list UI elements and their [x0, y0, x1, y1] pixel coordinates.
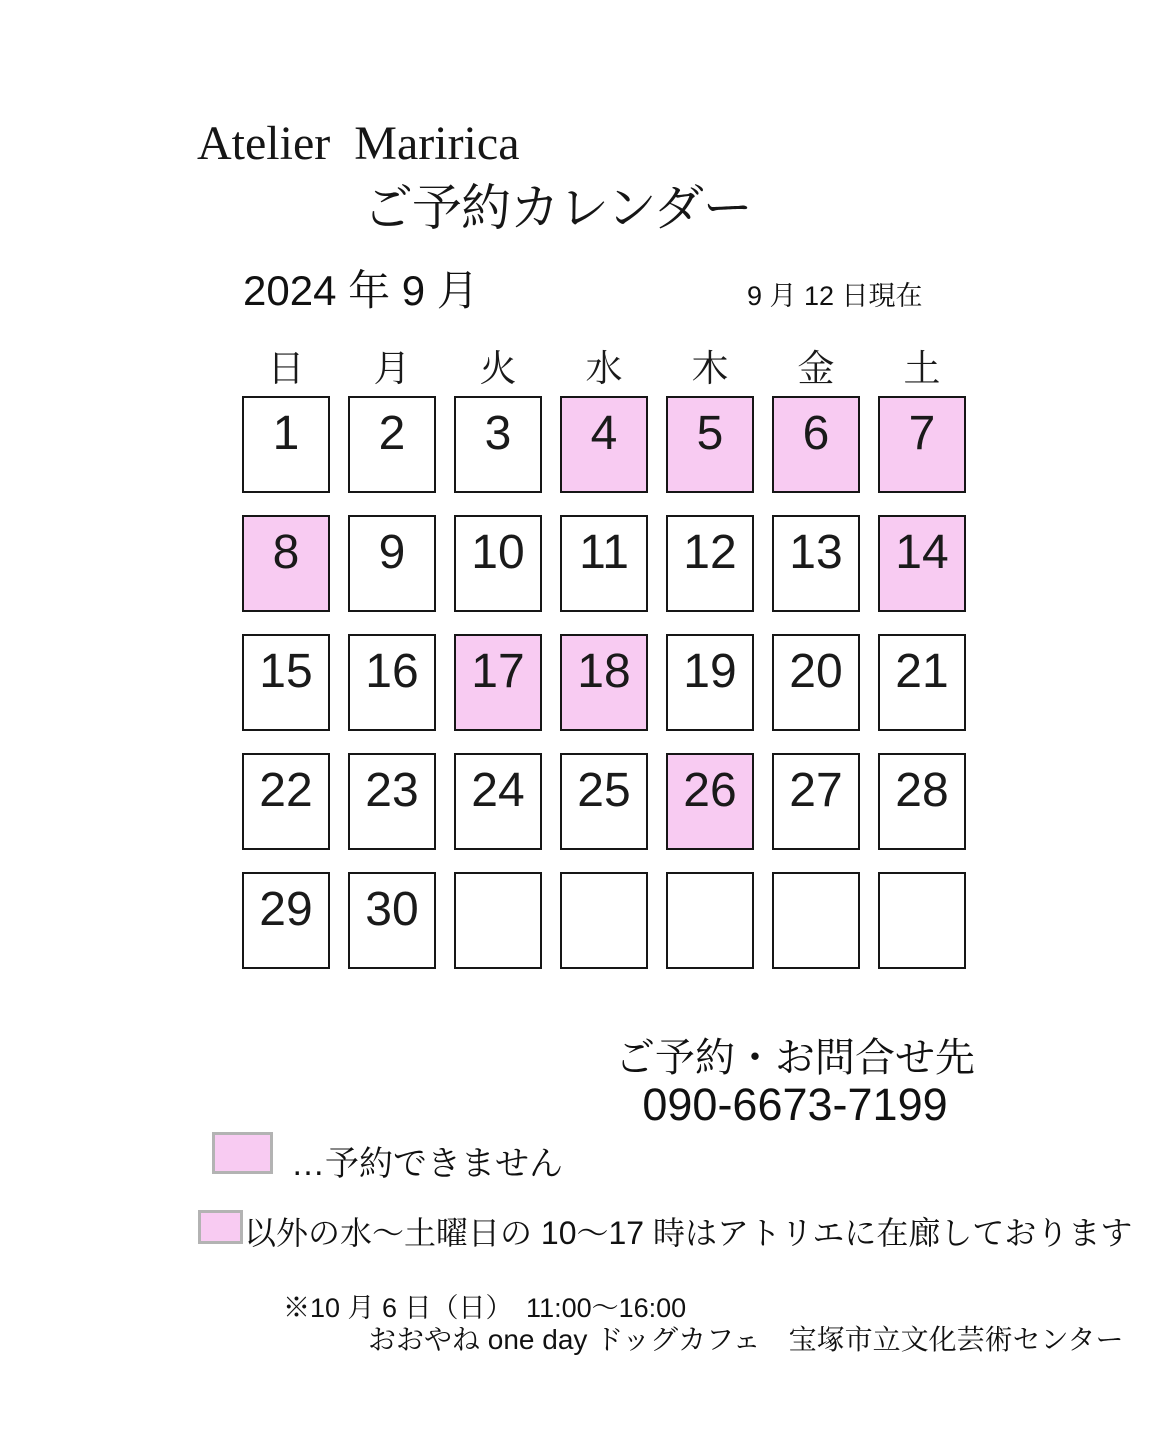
- calendar-day-11: 11: [560, 515, 648, 612]
- calendar-day-26: 26: [666, 753, 754, 850]
- day-header-4: 水: [585, 348, 623, 389]
- legend-unavailable-label: …予約できません: [291, 1145, 563, 1183]
- calendar-day-7: 7: [878, 396, 966, 493]
- calendar-empty-cell: [560, 872, 648, 969]
- contact-phone-number: 090-6673-7199: [642, 1079, 948, 1130]
- calendar-day-3: 3: [454, 396, 542, 493]
- calendar-empty-cell: [878, 872, 966, 969]
- note-event-place: おおやね one day ドッグカフェ 宝塚市立文化芸術センター: [368, 1324, 1124, 1355]
- legend-atelier-hours-swatch: [198, 1210, 243, 1244]
- day-header-6: 金: [797, 348, 835, 389]
- calendar-day-15: 15: [242, 634, 330, 731]
- calendar-day-21: 21: [878, 634, 966, 731]
- calendar-day-19: 19: [666, 634, 754, 731]
- calendar-empty-cell: [666, 872, 754, 969]
- note-event-date: ※10 月 6 日（日） 11:00〜16:00: [283, 1293, 687, 1323]
- calendar-day-13: 13: [772, 515, 860, 612]
- calendar-day-30: 30: [348, 872, 436, 969]
- calendar-day-16: 16: [348, 634, 436, 731]
- calendar-day-22: 22: [242, 753, 330, 850]
- month-year-label: 2024 年 9 月: [243, 267, 479, 314]
- reservation-calendar-title: ご予約カレンダー: [363, 180, 752, 236]
- day-header-2: 月: [373, 348, 411, 389]
- calendar-day-1: 1: [242, 396, 330, 493]
- calendar-day-8: 8: [242, 515, 330, 612]
- contact-block: [560, 1036, 1030, 1130]
- calendar-day-14: 14: [878, 515, 966, 612]
- calendar-empty-cell: [454, 872, 542, 969]
- calendar-day-27: 27: [772, 753, 860, 850]
- day-header-5: 木: [691, 348, 729, 389]
- calendar-day-10: 10: [454, 515, 542, 612]
- day-header-7: 土: [903, 348, 941, 389]
- calendar-day-18: 18: [560, 634, 648, 731]
- calendar-day-24: 24: [454, 753, 542, 850]
- calendar-day-4: 4: [560, 396, 648, 493]
- calendar-day-9: 9: [348, 515, 436, 612]
- legend-atelier-hours-label: 以外の水〜土曜日の 10〜17 時はアトリエに在廊しております: [244, 1215, 1133, 1251]
- legend-unavailable-swatch: [212, 1132, 273, 1174]
- calendar-day-25: 25: [560, 753, 648, 850]
- calendar-day-6: 6: [772, 396, 860, 493]
- contact-heading: ご予約・お問合せ先: [615, 1036, 975, 1080]
- day-header-1: 日: [267, 348, 305, 389]
- calendar-day-2: 2: [348, 396, 436, 493]
- calendar-day-20: 20: [772, 634, 860, 731]
- as-of-date-label: 9 月 12 日現在: [747, 281, 923, 311]
- day-header-3: 火: [479, 348, 517, 389]
- calendar-day-28: 28: [878, 753, 966, 850]
- atelier-name-title: Atelier Maririca: [197, 117, 520, 170]
- calendar-day-12: 12: [666, 515, 754, 612]
- calendar-day-23: 23: [348, 753, 436, 850]
- calendar-day-5: 5: [666, 396, 754, 493]
- calendar-empty-cell: [772, 872, 860, 969]
- calendar-grid: [242, 338, 972, 978]
- calendar-day-17: 17: [454, 634, 542, 731]
- calendar-day-29: 29: [242, 872, 330, 969]
